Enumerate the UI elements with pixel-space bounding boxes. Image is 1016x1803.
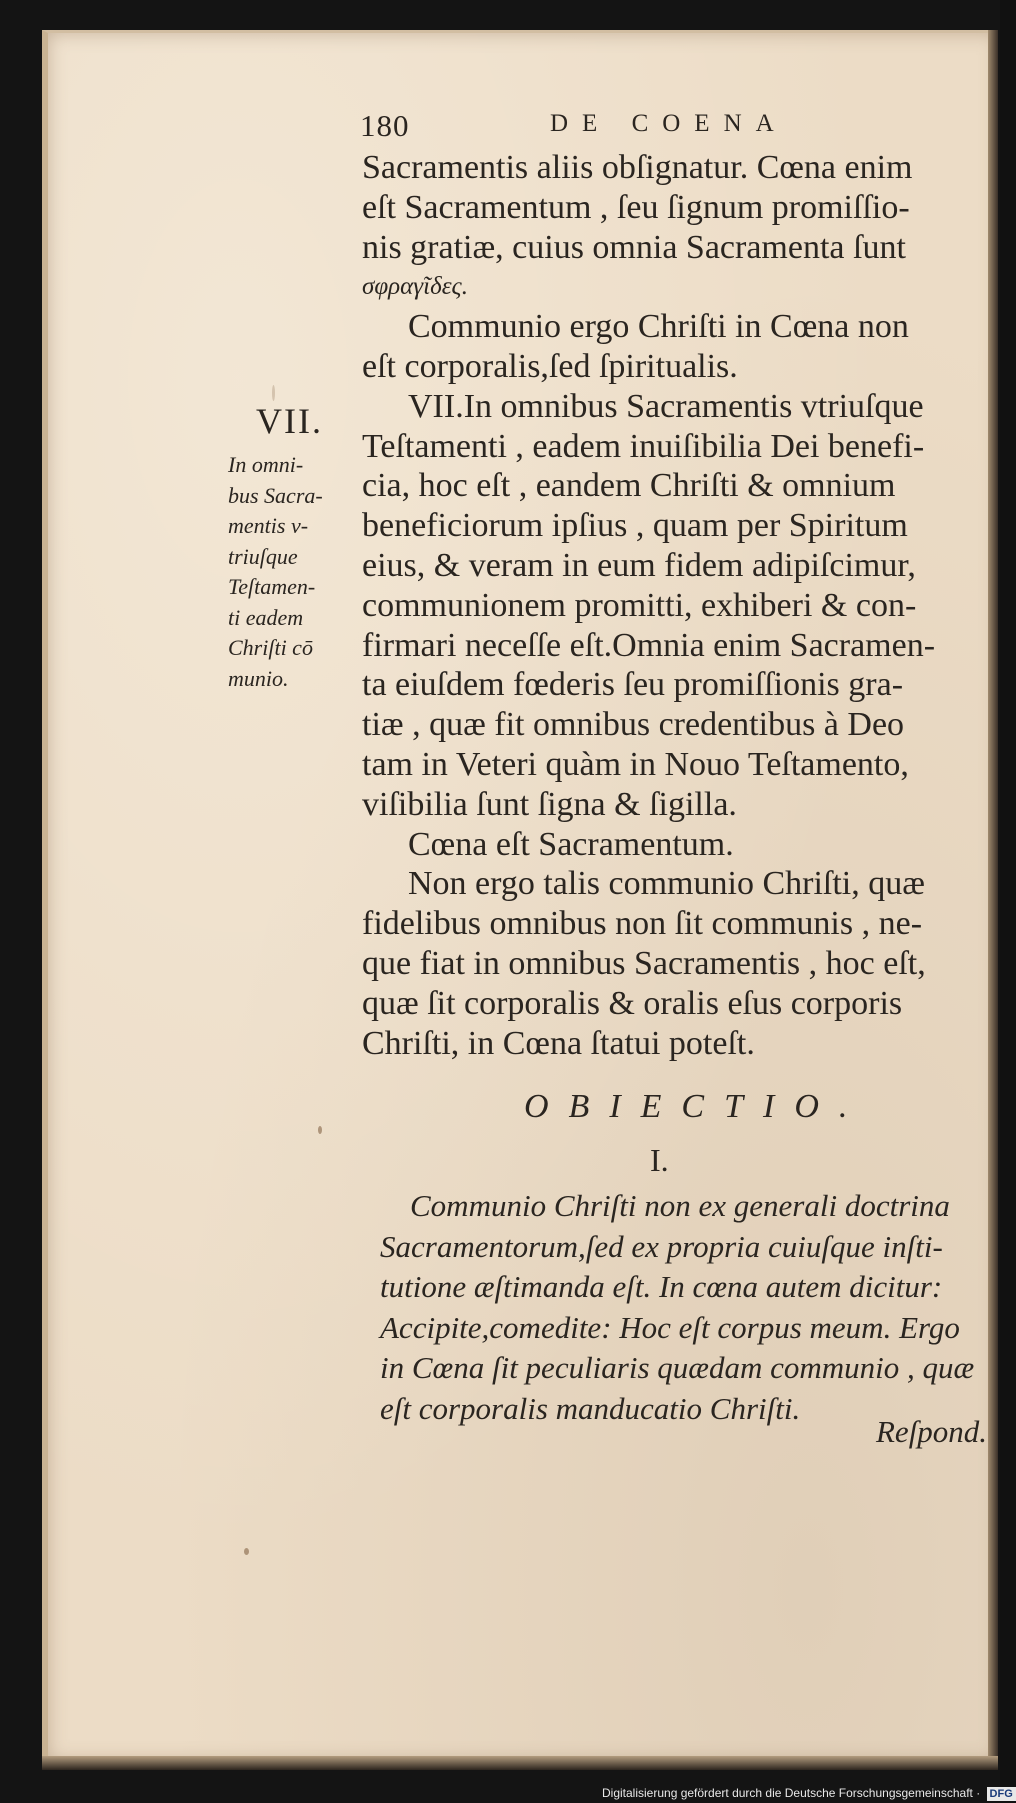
text-line: beneficiorum ipſius , quam per Spiritum [362,507,908,545]
text-line: quæ ſit corporalis & oralis eſus corporis [362,984,903,1022]
text-line: eius, & veram in eum fidem adipiſcimur, [362,546,916,584]
margin-section-numeral: VII. [256,401,323,441]
text-line: Teſtamenti , eadem inuiſibilia Dei benefi- [362,427,925,465]
margin-note-line: munio. [228,665,289,691]
text-line: tam in Veteri quàm in Nouo Teſtamento, [362,745,909,783]
objection-line: Communio Chriſti non ex generali doctrina [410,1188,950,1223]
objection-line: tutione æſtimanda eſt. In cœna autem dicitur: [380,1269,943,1304]
main-text-block [362,148,982,1063]
credit-text: Digitalisierung gefördert durch die Deutsche Forschungsgemeinschaft · [602,1786,981,1800]
margin-note-line: mentis v- [228,513,309,538]
objection-text-block [380,1186,996,1429]
margin-note-line: In omni- [228,452,304,477]
margin-note-line: Chriſti cō [228,635,313,660]
text-line: tiæ , quæ fit omnibus credentibus à Deo [362,706,905,744]
paper-speck [244,1548,249,1555]
objection-line: eſt corporalis manducatio Chriſti. [380,1390,801,1426]
digitization-credit [602,1783,1016,1803]
margin-note-line: bus Sacra- [228,482,323,508]
page-header [360,108,790,148]
page-bottom-edge [42,1756,998,1770]
text-line: Chriſti, in Cœna ſtatui poteſt. [362,1024,755,1062]
margin-note [228,450,358,694]
text-line: cia, hoc eſt , eandem Chriſti & omnium [362,467,896,505]
paper-speck [318,1126,322,1134]
objection-line: in Cœna ſit peculiaris quædam communio , quæ [380,1350,975,1385]
text-line: eſt corporalis,ſed ſpiritualis. [362,347,738,385]
text-line: Sacramentis aliis obſignatur. Cœna enim [362,149,913,186]
text-line: Communio ergo Chriſti in Cœna non [408,308,909,346]
margin-note-line: Teſtamen- [228,574,316,599]
objection-heading: OBIECTIO. [524,1088,868,1125]
catchword: Reſpond. [876,1414,988,1449]
text-line: fidelibus omnibus non ſit communis , ne- [362,905,923,943]
text-line: ta eiuſdem fœderis ſeu promiſſionis gra- [362,666,904,704]
page-right-edge [988,30,998,1758]
running-head: DE COENA [550,110,788,137]
section-opening-line: VII.In omnibus Sacramentis vtriuſque [408,387,924,425]
greek-word-line: σφραγῖδες. [362,273,468,301]
text-line: viſibilia ſunt ſigna & ſigilla. [362,785,737,823]
objection-line: Sacramentorum,ſed ex propria cuiuſque inſti- [380,1228,943,1264]
text-line: communionem promitti, exhiberi & con- [362,586,917,624]
text-line: nis gratiæ, cuius omnia Sacramenta ſunt [362,228,906,266]
objection-line: Accipite,comedite: Hoc eſt corpus meum. Ergo [380,1309,960,1345]
page-number: 180 [360,108,410,143]
text-line: que fiat in omnibus Sacramentis , hoc eſt, [362,944,926,982]
dfg-logo-badge: DFG [987,1787,1016,1801]
margin-note-line: ti eadem [228,604,304,630]
paper-speck [272,385,275,401]
objection-numeral: I. [650,1142,669,1178]
margin-note-line: triuſque [228,543,298,569]
text-line: Cœna eſt Sacramentum. [408,825,734,863]
text-line: firmari neceſſe eſt.Omnia enim Sacramen- [362,626,936,664]
text-line: eſt Sacramentum , ſeu ſignum promiſſio- [362,188,910,226]
text-line: Non ergo talis communio Chriſti, quæ [408,865,925,903]
